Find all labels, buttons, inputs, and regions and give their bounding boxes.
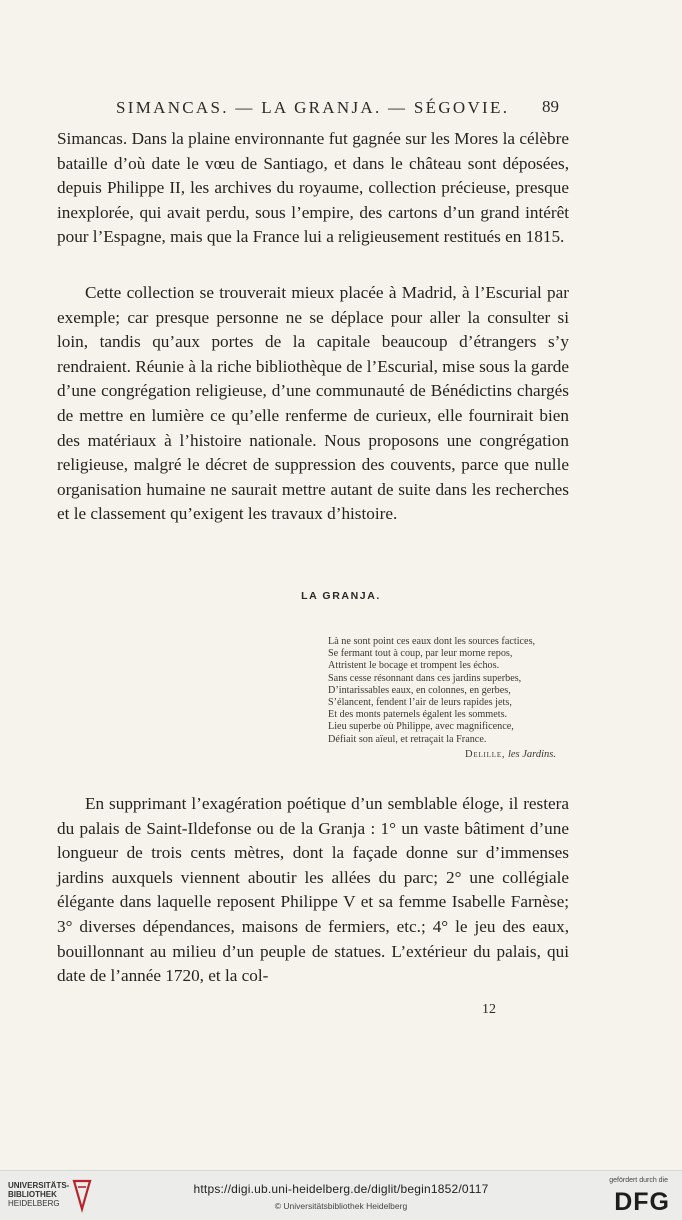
epigraph-line: Là ne sont point ces eaux dont les sources factices, (328, 636, 536, 647)
funding-note: gefördert durch die (609, 1177, 668, 1184)
library-line: BIBLIOTHEK (8, 1190, 57, 1199)
epigraph-attribution (0, 749, 556, 760)
copyright-notice: © Universitätsbibliothek Heidelberg (274, 1201, 408, 1211)
attribution-author: Delille, (465, 749, 506, 760)
paragraph-collection: Cette collection se trouverait mieux placée à Madrid, à l’Escurial par exemple; car presque personne ne se déplace pour aller la consulter si loin, tandis qu’aux portes de la capitale beaucoup d’étrangers s’y rendraient. Réunie à la riche bibliothèque de l’Escurial, mise sous la garde d’une congrégation religieuse, d’une communauté de Bénédictins chargés de mettre en lumière ce qu’elle renferme de curieux, elle fournirait bien des matériaux à l’histoire nationale. Nous proposons une congrégation religieuse, malgré le décret de suppression des couvents, parce que nulle organisation humaine ne saurait mettre autant de suite dans les recherches et le classement qu’exigent les travaux d’histoire. (57, 283, 569, 524)
paragraph-granja: En supprimant l’exagération poétique d’un semblable éloge, il restera du palais de Saint-Ildefonse ou de la Granja : 1° un vaste bâtiment d’une longueur de trois cents mètres, dont la façade donne sur d’immenses jardins auxquels viennent aboutir les allées du parc; 2° une collégiale élégante dans laquelle reposent Philippe V et sa femme Isabelle Farnèse; 3° diverses dépendances, maisons de fermiers, etc.; 4° le jeu des eaux, bouillonnant au milieu d’un peuple de statues. L’extérieur du palais, qui date de l’année 1720, et la col- (57, 794, 569, 986)
epigraph-line: Et des monts paternels égalent les sommets. (328, 709, 508, 721)
paragraph-simancas: Simancas. Dans la plaine environnante fut gagnée sur les Mores la célèbre bataille d’où date le vœu de Santiago, et dans le château sont déposées, depuis Philippe II, les archives du royaume, collection précieuse, presque inexplorée, qui avait perdu, sous l’empire, des cartons d’un grand intérêt pour l’Espagne, mais que la France lui a religieusement restitués en 1815. (57, 129, 569, 247)
permalink-url[interactable]: https://digi.ub.uni-heidelberg.de/diglit/begin1852/0117 (193, 1182, 489, 1196)
epigraph-line: Attristent le bocage et trompent les échos. (328, 660, 500, 672)
attribution-work: les Jardins. (507, 749, 556, 760)
epigraph (328, 636, 578, 746)
footer-bar (0, 1170, 682, 1220)
library-line: HEIDELBERG (8, 1199, 60, 1208)
library-line: UNIVERSITÄTS- (8, 1181, 70, 1190)
epigraph-line: Sans cesse résonnant dans ces jardins superbes, (328, 672, 522, 684)
page-number: 89 (542, 97, 559, 116)
dfg-logo[interactable]: DFG (614, 1188, 670, 1216)
epigraph-line: Défiait son aïeul, et retraçait la France. (328, 733, 487, 745)
running-header (0, 94, 682, 120)
epigraph-line: D’intarissables eaux, en colonnes, en gerbes, (328, 684, 511, 696)
epigraph-line: Se fermant tout à coup, par leur morne repos, (328, 648, 513, 660)
epigraph-line: Lieu superbe où Philippe, avec magnificence, (328, 721, 514, 733)
epigraph-line: S’élancent, fendent l’air de leurs rapides jets, (328, 697, 512, 709)
signature-mark: 12 (482, 1002, 496, 1017)
header-title: SIMANCAS. — LA GRANJA. — SÉGOVIE. (116, 98, 510, 117)
section-heading: LA GRANJA. (301, 590, 381, 602)
